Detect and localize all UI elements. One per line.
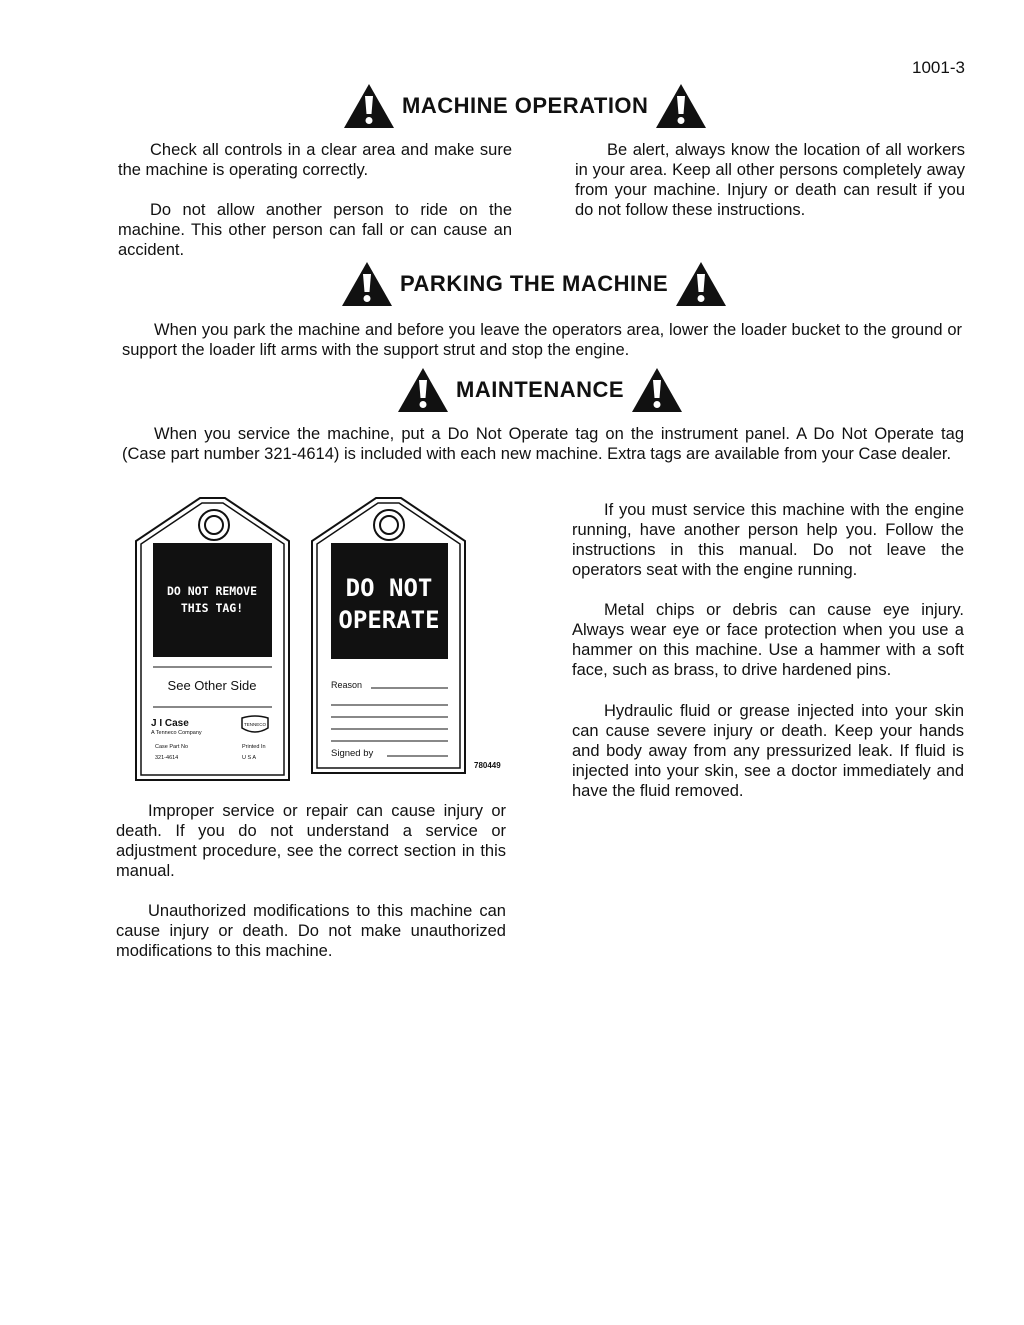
warning-triangle-icon: [674, 260, 728, 308]
maintenance-heading: [396, 366, 684, 414]
maintenance-left-paragraph: Improper service or repair can cause injury or death. If you do not understand a service or adjustment procedure, see the correct section in this manual.: [116, 802, 506, 880]
parking-heading: [340, 260, 728, 308]
tag-front-brand: J I Case: [151, 718, 189, 729]
tag-back: [312, 498, 465, 773]
warning-triangle-icon: [654, 82, 708, 130]
parking-title: PARKING THE MACHINE: [400, 271, 669, 296]
machine-operation-right-paragraph: Be alert, always know the location of all workers in your area. Keep all other persons completely away from your machine. Injury or death can result if you do not follow these instructions.: [575, 141, 965, 219]
machine-operation-paragraph: Do not allow another person to ride on the machine. This other person can fall or can cause an accident.: [118, 201, 512, 259]
maintenance-right-paragraph: If you must service this machine with the engine running, have another person help you. Follow the instructions in this manual. Do not leave the operators seat with the engine running.: [572, 501, 964, 579]
tag-front-printed-country: U S A: [242, 755, 257, 761]
maintenance-title: MAINTENANCE: [456, 377, 625, 402]
machine-operation-paragraph: Check all controls in a clear area and make sure the machine is operating correctly.: [118, 141, 512, 179]
parking-paragraph: When you park the machine and before you leave the operators area, lower the loader bucket to the ground or support the loader lift arms with the support strut and stop the engine.: [122, 321, 962, 359]
tag-back-line1: DO NOT: [345, 574, 433, 602]
machine-operation-heading: [342, 82, 708, 130]
tenneco-logo: [242, 716, 268, 732]
tag-front-line1: DO NOT REMOVE: [166, 584, 258, 598]
tag-front-part-label: Case Part No: [155, 744, 189, 750]
tag-front-line2: THIS TAG!: [180, 601, 244, 615]
page-number: 1001-3: [912, 58, 965, 77]
maintenance-left-paragraph: Unauthorized modifications to this machine can cause injury or death. Do not make unauthorized modifications to this machine.: [116, 902, 506, 960]
maintenance-right-paragraph: Metal chips or debris can cause eye injury. Always wear eye or face protection when you use a hammer on this machine. Use a hammer with a soft face, such as brass, to drive hardened pins.: [572, 601, 964, 679]
maintenance-intro-paragraph: When you service the machine, put a Do Not Operate tag on the instrument panel. A Do Not Operate tag (Case part number 321-4614) is included with each new machine. Extra tags are available from your Case dealer.: [122, 425, 964, 463]
tag-back-line2: OPERATE: [338, 606, 440, 634]
figure-id: 780449: [474, 761, 501, 770]
maintenance-right-paragraph: Hydraulic fluid or grease injected into your skin can cause severe injury or death. Keep your hands and body away from any pressurized leak. If fluid is injected into your skin, see a doctor immediately and have the fluid removed.: [572, 702, 964, 800]
warning-triangle-icon: [342, 82, 396, 130]
tag-back-reason-label: Reason: [331, 680, 363, 690]
tag-front-brand-sub: A Tenneco Company: [151, 730, 202, 736]
tag-front-printed-label: Printed In: [242, 744, 266, 750]
tenneco-logo-text: TENNECO: [243, 722, 267, 727]
tag-back-signed-label: Signed by: [331, 748, 374, 759]
do-not-operate-tag-illustration: [130, 495, 510, 785]
tag-front-see-other-side: See Other Side: [167, 678, 257, 693]
machine-operation-title: MACHINE OPERATION: [402, 93, 649, 118]
warning-triangle-icon: [630, 366, 684, 414]
warning-triangle-icon: [396, 366, 450, 414]
tag-front: [136, 498, 289, 780]
tag-front-part-number: 321-4614: [155, 755, 179, 761]
warning-triangle-icon: [340, 260, 394, 308]
